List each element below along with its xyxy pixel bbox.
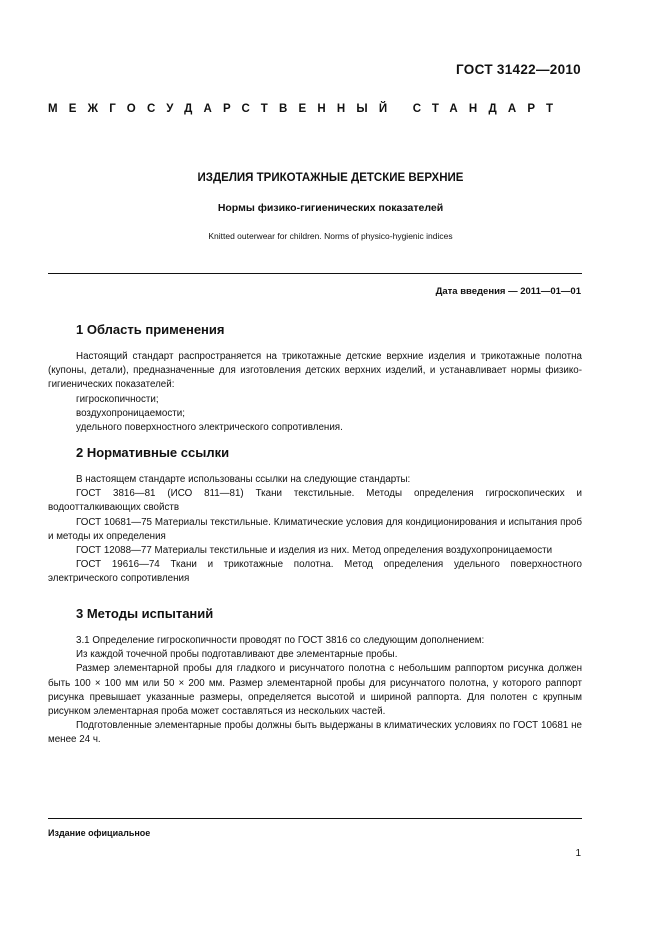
top-rule [48,273,582,274]
paragraph: 3.1 Определение гигроскопичности проводят по ГОСТ 3816 со следующим дополнением: [76,635,485,646]
list-item: удельного поверхностного электрического сопротивления. [76,422,343,434]
title-block [0,172,661,241]
standard-type: МЕЖГОСУДАРСТВЕННЫЙ СТАНДАРТ [48,103,565,115]
list-item: гигроскопичности; [76,393,159,405]
reference-item: ГОСТ 10681—75 Материалы текстильные. Климатические условия для кондиционирования и испытания проб и методы их определения [48,516,582,542]
paragraph: Настоящий стандарт распространяется на трикотажные детские верхние изделия и трикотажные полотна (купоны, детали), предназначенные для изготовления детских верхних изделий, и устанавливает нормы физико-гигиенических показателей: [48,351,582,391]
paragraph: Из каждой точечной пробы подготавливают две элементарные пробы. [76,649,398,661]
reference-item: ГОСТ 3816—81 (ИСО 811—81) Ткани текстильные. Методы определения гигроскопических и водоотталкивающих свойств [48,488,582,514]
english-title: Knitted outerwear for children. Norms of physico-hygienic indices [208,231,453,241]
official-edition-note: Издание официальное [48,828,151,838]
section-scope [48,322,582,435]
reference-item: ГОСТ 19616—74 Ткани и трикотажные полотна. Метод определения удельного поверхностного электрического сопротивления [48,559,582,585]
paragraph: Размер элементарной пробы для гладкого и рисунчатого полотна с небольшим раппортом рисунка должен быть 100 × 100 мм или 50 × 200 мм. Размер элементарной пробы для рисунчатого полотна, у которого раппорт рисунка превышает указанные размеры, определяется высотой и шириной раппорта. Для полотен с крупным рисунком элементарная проба может составляться из нескольких частей. [48,663,582,718]
section-test-methods [48,606,582,748]
paragraph: В настоящем стандарте использованы ссылки на следующие стандарты: [76,474,411,485]
section-heading: 2 Нормативные ссылки [76,445,230,460]
section-heading: 1 Область применения [76,322,225,337]
page-number: 1 [575,848,581,859]
sub-title: Нормы физико-гигиенических показателей [217,202,444,214]
list-item: воздухопроницаемости; [76,407,185,419]
reference-item: ГОСТ 12088—77 Материалы текстильные и изделия из них. Метод определения воздухопроницаемости [76,545,553,557]
bottom-rule [48,818,582,819]
paragraph: Подготовленные элементарные пробы должны быть выдержаны в климатических условиях по ГОСТ 10681 не менее 24 ч. [48,720,582,746]
section-heading: 3 Методы испытаний [76,606,214,621]
intro-date: Дата введения — 2011—01—01 [435,286,581,297]
section-references [48,445,582,587]
main-title: ИЗДЕЛИЯ ТРИКОТАЖНЫЕ ДЕТСКИЕ ВЕРХНИЕ [197,172,464,184]
doc-number: ГОСТ 31422—2010 [456,62,581,77]
